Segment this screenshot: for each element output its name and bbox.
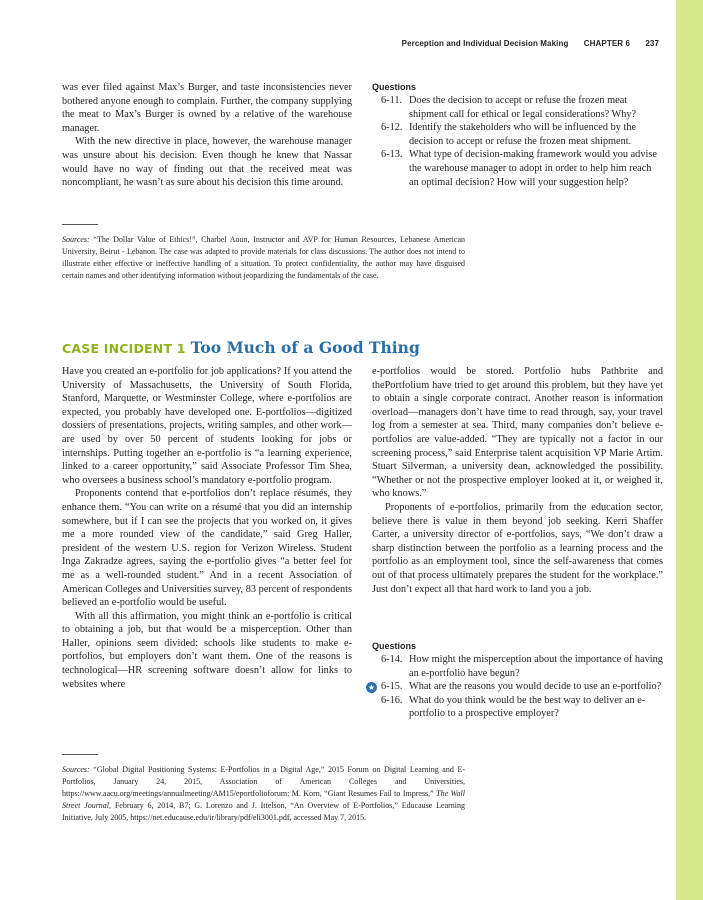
running-head <box>402 39 659 48</box>
star-icon[interactable]: ★ <box>367 683 376 693</box>
question-number: 6-15. <box>381 681 403 693</box>
case-incident-label: CASE INCIDENT 1 <box>62 341 186 356</box>
case-incident-title: Too Much of a Good Thing <box>190 338 420 357</box>
question-number: 6-12. <box>381 122 403 134</box>
page-edge-tab <box>676 0 703 900</box>
question-number: 6-11. <box>381 95 403 106</box>
top-left-column <box>62 81 352 190</box>
question-number: 6-16. <box>381 694 403 706</box>
question-number: 6-14. <box>381 654 403 665</box>
question-item <box>372 653 663 680</box>
question-item <box>372 121 663 148</box>
case-questions <box>367 640 663 721</box>
question-text: How might the misperception about the importance of having an e-portfolio have begun? <box>409 654 663 679</box>
question-item <box>372 694 663 721</box>
question-item <box>372 94 663 121</box>
case-right-column <box>372 365 663 596</box>
question-number: 6-13. <box>381 149 403 161</box>
question-text: What type of decision-making framework would you advise the warehouse manager to adopt in order to help him reach an optimal decision? How will your suggestion help? <box>409 149 657 188</box>
sources-label: Sources: <box>62 765 90 774</box>
page-number: 237 <box>645 39 659 48</box>
sources-note <box>62 234 465 282</box>
sources-text: “Global Digital Positioning Systems: E-Portfolios in a Digital Age,” 2015 Forum on Digital Learning and E-Portfolios, January 24, 2015, Association of American Colleges and Universities, https://www.aacu.org/meetings/annualmeeting/AM15/eportfolioforum; M. Korn, “Giant Resumes Fail to Impress,” <box>62 765 465 798</box>
paragraph: e-portfolios would be stored. Portfolio hubs Pathbrite and thePortfolium have tried to get around this problem, but they have yet to obtain a single corporate contract. Another reason is information overload—managers don’t have time to read through, say, your travel log from a semester at sea. Third, many companies don’t believe e-portfolios are value-added. “They are typically not a factor in our screening process,” said Enterprise talent acquisition VP Marie Artim. Stuart Silverman, a university dean, acknowledged the possibility. “Whether or not the prospective employer looked at it, or weighed it, who knows.” <box>372 366 663 500</box>
paragraph: With the new directive in place, however, the warehouse manager was unsure about his decision. Even though he knew that Nassar would have no way of finding out that the received meat was noncompliant, he wasn’t as sure about his decision this time around. <box>62 136 352 189</box>
running-head-section: Perception and Individual Decision Making <box>401 39 569 48</box>
question-text: What are the reasons you would decide to use an e-portfolio? <box>409 681 662 693</box>
questions-heading: Questions <box>372 641 417 651</box>
sources-divider <box>62 754 98 755</box>
top-questions <box>372 81 663 189</box>
question-item <box>372 148 663 189</box>
paragraph: was ever filed against Max’s Burger, and taste inconsistencies never bothered anyone enough to complain. Further, the company supplying the meat to Max’s Burger is owned by a relative of the warehouse manager. <box>62 82 352 134</box>
paragraph: Proponents contend that e-portfolios don’t replace résumés, they enhance them. “You can write on a résumé that you did an internship somewhere, but if I can see the projects that you worked on, it gives me a more rounded view of the candidate,” said Greg Haller, president of the western U.S. region for Verizon Wireless. Student Inga Zakradze agrees, saying the e-portfolio gives “a better feel for me as a well-rounded student.” And in a recent Association of American Colleges and Universities survey, 83 percent of respondents believed an e-portfolio would be useful. <box>62 488 352 609</box>
paragraph: With all this affirmation, you might think an e-portfolio is critical to obtaining a job, but that would be a misperception. Other than Haller, opinions seem divided: schools like students to make e-portfolios, but employers don’t want them. One of the reasons is technological—HR screening software doesn’t allow for links to websites where <box>62 610 352 690</box>
sources-divider <box>62 224 98 225</box>
sources-note <box>62 764 465 824</box>
questions-heading: Questions <box>372 82 417 92</box>
case-incident-heading <box>62 338 420 358</box>
sources-label: Sources: <box>62 235 90 244</box>
sources-text: , February 6, 2014, B7; G. Lorenzo and J. Ittelson, “An Overview of E-Portfolios,” Educause Learning Initiative, July 2005, https://net.educause.edu/ir/library/pdf/eli3001.pdf, accessed May 7, 2015. <box>62 801 465 822</box>
paragraph: Proponents of e-portfolios, primarily from the education sector, believe there is value in them beyond job seeking. Kerri Shaffer Carter, a university director of e-portfolios, says, “We don’t draw a sharp distinction between the portfolio as a learning process and the portfolio as an employment tool, since the self-awareness that comes out of that process ultimately prepares the student for the workplace.” Just don’t expect all that hard work to land you a job. <box>372 501 663 595</box>
question-text: Identify the stakeholders who will be influenced by the decision to accept or refuse the frozen meat shipment. <box>409 122 637 147</box>
sources-text: “The Dollar Value of Ethics!”, Charbel Aoun, Instructor and AVP for Human Resources, Lebanese American University, Beirut - Lebanon. The case was adapted to provide materials for class discussions. The author does not intend to illustrate either effective or ineffective handling of a situation. To protect confidentiality, the author may have disguised certain names and other identifying information without jeopardizing the fundamentals of the case. <box>62 235 465 280</box>
question-text: What do you think would be the best way to deliver an e-portfolio to a prospective employer? <box>409 694 646 720</box>
question-text: Does the decision to accept or refuse the frozen meat shipment call for ethical or legal considerations? Why? <box>409 95 637 120</box>
case-left-column <box>62 365 352 691</box>
question-item <box>367 680 663 694</box>
running-head-chapter: CHAPTER 6 <box>583 39 631 48</box>
paragraph: Have you created an e-portfolio for job applications? If you attend the University of Massachusetts, the University of South Florida, Stanford, Marquette, or Westminster College, where e-portfolios are expected, you probably have developed one. E-portfolios—digitized dossiers of presentations, projects, writing samples, and other work—are used by over 50 percent of students looking for jobs or internships. Putting together an e-portfolio is “a learning experience, linked to a career opportunity,” said Associate Professor Tim Shea, who oversees a business school’s mandatory e-portfolio program. <box>62 366 352 486</box>
sources-journal: The Wall Street Journal <box>62 789 465 810</box>
